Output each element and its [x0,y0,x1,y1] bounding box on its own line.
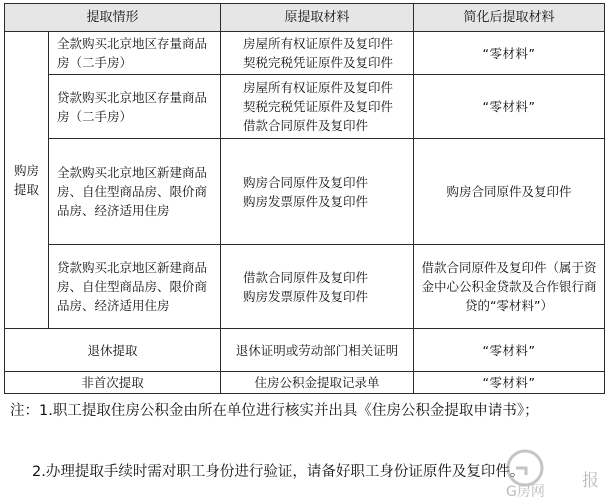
original-line: 购房合同原件及复印件 [243,174,369,190]
simplified-cell: 购房合同原件及复印件 [414,139,605,245]
original-line: 房屋所有权证原件及复印件 [243,80,394,95]
original-line: 购房发票原件及复印件 [243,288,369,304]
situation-cell: 贷款购买北京地区新建商品房、自住型商品房、限价商品房、经济适用住房 [49,245,221,329]
original-cell [221,32,414,75]
header-simplified: 简化后提取材料 [414,4,605,32]
original-line: 房屋所有权证原件及复印件 [243,36,394,51]
situation-retire: 退休提取 [5,329,221,372]
table-row [5,139,605,245]
situation-cell: 全款购买北京地区存量商品房（二手房） [49,32,221,75]
original-line: 购房发票原件及复印件 [243,193,369,209]
category-purchase-label: 购房提取 [13,163,39,197]
table-row [5,245,605,329]
table-row [5,372,605,394]
watermark-text-2: 报 [582,471,599,491]
note-2: 2.办理提取手续时需对职工身份进行验证，请备好职工身份证原件及复印件。 [32,464,525,480]
note-1: 注：1.职工提取住房公积金由所在单位进行核实并出具《住房公积金提取申请书》； [10,403,539,419]
simplified-cell: “零材料” [414,75,605,139]
original-line: 借款合同原件及复印件 [243,269,369,285]
situation-non-first: 非首次提取 [5,372,221,394]
original-line: 契税完税凭证原件及复印件 [243,99,394,114]
table-row [5,75,605,139]
category-purchase [5,32,49,329]
header-situation: 提取情形 [5,4,221,32]
original-line: 契税完税凭证原件及复印件 [243,55,394,70]
simplified-cell: “零材料” [414,32,605,75]
simplified-cell: 借款合同原件及复印件（属于资金中心公积金贷款及合作银行商贷的“零材料”） [414,245,605,329]
watermark-logo [498,446,608,500]
simplified-non-first: “零材料” [414,372,605,394]
table-header-row [5,4,605,32]
original-non-first: 住房公积金提取记录单 [221,372,414,394]
original-cell [221,139,414,245]
watermark-text: G房网 [506,484,545,500]
header-original: 原提取材料 [221,4,414,32]
table-row [5,32,605,75]
original-cell [221,75,414,139]
situation-cell: 全款购买北京地区新建商品房、自住型商品房、限价商品房、经济适用住房 [49,139,221,245]
original-retire: 退休证明或劳动部门相关证明 [221,329,414,372]
table-row [5,329,605,372]
situation-cell: 贷款购买北京地区存量商品房（二手房） [49,75,221,139]
original-cell [221,245,414,329]
simplified-retire: “零材料” [414,329,605,372]
original-line: 借款合同原件及复印件 [243,118,369,133]
watermark-seal-icon [508,451,542,485]
materials-table [4,3,605,394]
